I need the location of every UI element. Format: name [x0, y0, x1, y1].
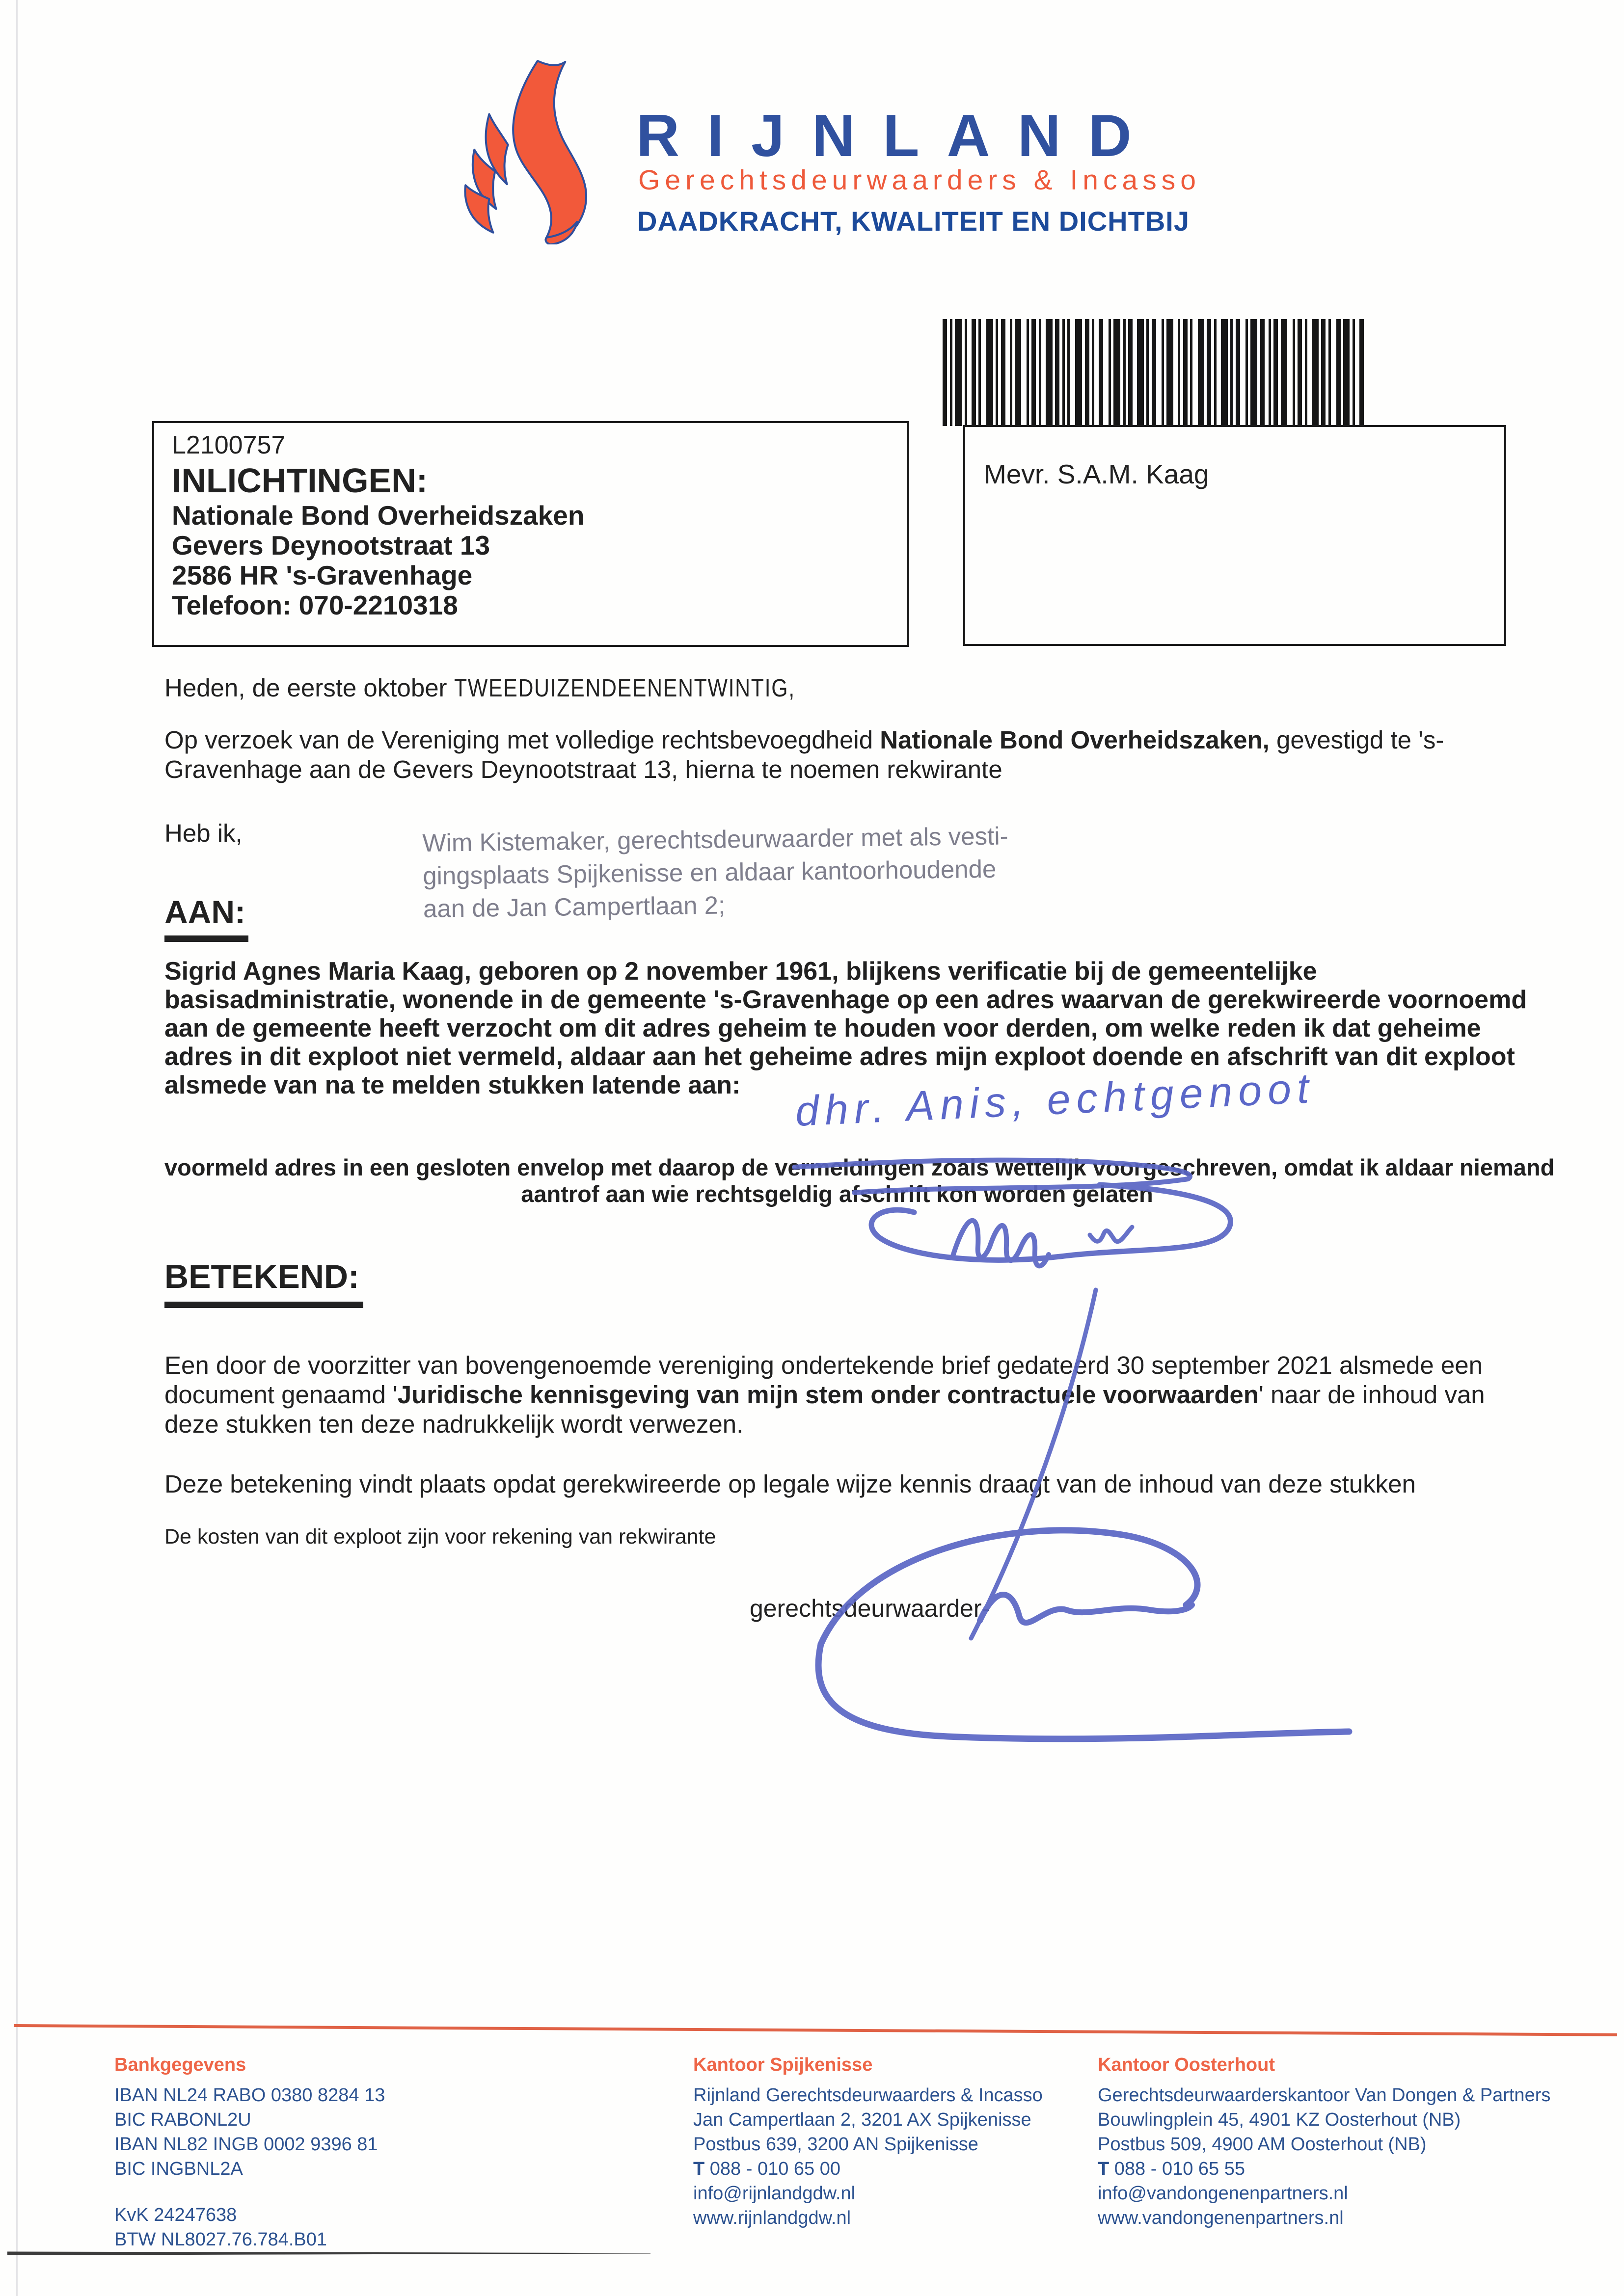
paragraph-een-door: Een door de voorzitter van bovengenoemde vereniging ondertekende brief gedateerd 30 september 2021 alsmede een document genaamd 'Juridische kennisgeving van mijn stem onder contractuele voorwaarden' naar de inhoud van deze stukken ten deze nadrukkelijk wordt verwezen.: [164, 1351, 1485, 1438]
bailiff-stamp-text: Wim Kistemaker, gerechtsdeurwaarder met als vesti- gingsplaats Spijkenisse en aldaar kantoorhoudende aan de Jan Campertlaan 2;: [422, 822, 1008, 923]
aan-heading: AAN:: [164, 893, 248, 942]
dossier-number: L2100757: [172, 431, 286, 459]
betekend-heading: BETEKEND:: [164, 1257, 363, 1308]
footer-oosterhout-column: [1098, 2053, 1550, 2230]
signature-top-arc: [821, 1530, 1197, 1644]
recipient-name: Mevr. S.A.M. Kaag: [984, 459, 1209, 489]
signature-squiggle: [980, 1595, 1192, 1623]
paragraph-heb-ik: Heb ik,: [164, 819, 243, 847]
paragraph-voormeld-adres: voormeld adres in een gesloten envelop met daarop de vermeldingen zoals wettelijk voorgeschreven, omdat ik aldaar niemand aantrof aan wie rechtsgeldig afschrift kon worden gelaten: [164, 1154, 1555, 1207]
footer-oosterhout-heading: Kantoor Oosterhout: [1098, 2055, 1275, 2075]
footer-bank-heading: Bankgegevens: [114, 2055, 246, 2075]
sender-address-lines: Nationale Bond Overheidszaken Gevers Deynootstraat 13 2586 HR 's-Gravenhage Telefoon: 070-2210318: [172, 500, 585, 620]
page-edge-scan-line: [16, 0, 18, 2296]
logo-wordmark: RIJNLAND: [636, 102, 1159, 169]
footer-divider-rule: [14, 2024, 1617, 2036]
logo-subtitle: Gerechtsdeurwaarders & Incasso: [638, 164, 1201, 196]
footer-spijkenisse-lines: Rijnland Gerechtsdeurwaarders & Incasso Jan Campertlaan 2, 3201 AX Spijkenisse Postbus 639, 3200 AN Spijkenisse T 088 - 010 65 00 info@rijnlandgdw.nl www.rijnlandgdw.nl: [693, 2085, 1043, 2228]
handwritten-note: dhr. Anis, echtgenoot: [794, 1064, 1316, 1135]
footer-oosterhout-lines: Gerechtsdeurwaarderskantoor Van Dongen & Partners Bouwlingplein 45, 4901 KZ Oosterhout (NB) Postbus 509, 4900 AM Oosterhout (NB) T 088 - 010 65 55 info@vandongenenpartners.nl www.vandongenenpartners.nl: [1098, 2085, 1551, 2228]
initials-scribble: [952, 1221, 1049, 1266]
paragraph-date: Heden, de eerste oktober TWEEDUIZENDEENENTWINTIG,: [164, 674, 795, 702]
paragraph-op-verzoek: Op verzoek van de Vereniging met volledige rechtsbevoegdheid Nationale Bond Overheidszaken, gevestigd te 's- Gravenhage aan de Gevers Deynootstraat 13, hierna te noemen rekwirante: [164, 726, 1444, 783]
footer-bank-gap: [114, 2181, 385, 2203]
recipient-address-box: [963, 425, 1506, 646]
sender-info-box: [152, 421, 909, 647]
signature-label: gerechtsdeurwaarder-: [750, 1595, 990, 1622]
rijnland-flame-logo-icon: [458, 57, 622, 244]
paragraph-recipient-details: Sigrid Agnes Maria Kaag, geboren op 2 november 1961, blijkens verificatie bij de gemeentelijke basisadministratie, wonende in de gemeente 's-Gravenhage op een adres waarvan de gerekwireerde voornoemd aan de gemeente heeft verzocht om dit adres geheim te houden voor derden, om welke reden ik dat geheime adres in dit exploot niet vermeld, aldaar aan het geheime adres mijn exploot doende en afschrift van dit exploot alsmede van na te melden stukken latende aan:: [164, 957, 1527, 1099]
footer-registration-lines: KvK 24247638 BTW NL8027.76.784.B01: [114, 2205, 327, 2250]
barcode: [943, 319, 1364, 426]
signature-bottom-loop: [818, 1644, 1349, 1739]
footer-bank-column: [114, 2053, 385, 2252]
long-diagonal-stroke: [971, 1290, 1096, 1638]
paragraph-kosten: De kosten van dit exploot zijn voor rekening van rekwirante: [164, 1525, 716, 1548]
footer-bank-lines: IBAN NL24 RABO 0380 8284 13 BIC RABONL2U IBAN NL82 INGB 0002 9396 81 BIC INGBNL2A: [114, 2085, 385, 2179]
inlichtingen-heading: INLICHTINGEN:: [172, 461, 428, 500]
paragraph-deze-betekening: Deze betekening vindt plaats opdat gerekwireerde op legale wijze kennis draagt van de inhoud van deze stukken: [164, 1470, 1416, 1498]
initials-w-mark: [1090, 1227, 1132, 1242]
logo-tagline: DAADKRACHT, KWALITEIT EN DICHTBIJ: [637, 206, 1190, 237]
footer-spijkenisse-column: [693, 2053, 1043, 2230]
footer-spijkenisse-heading: Kantoor Spijkenisse: [693, 2055, 873, 2075]
